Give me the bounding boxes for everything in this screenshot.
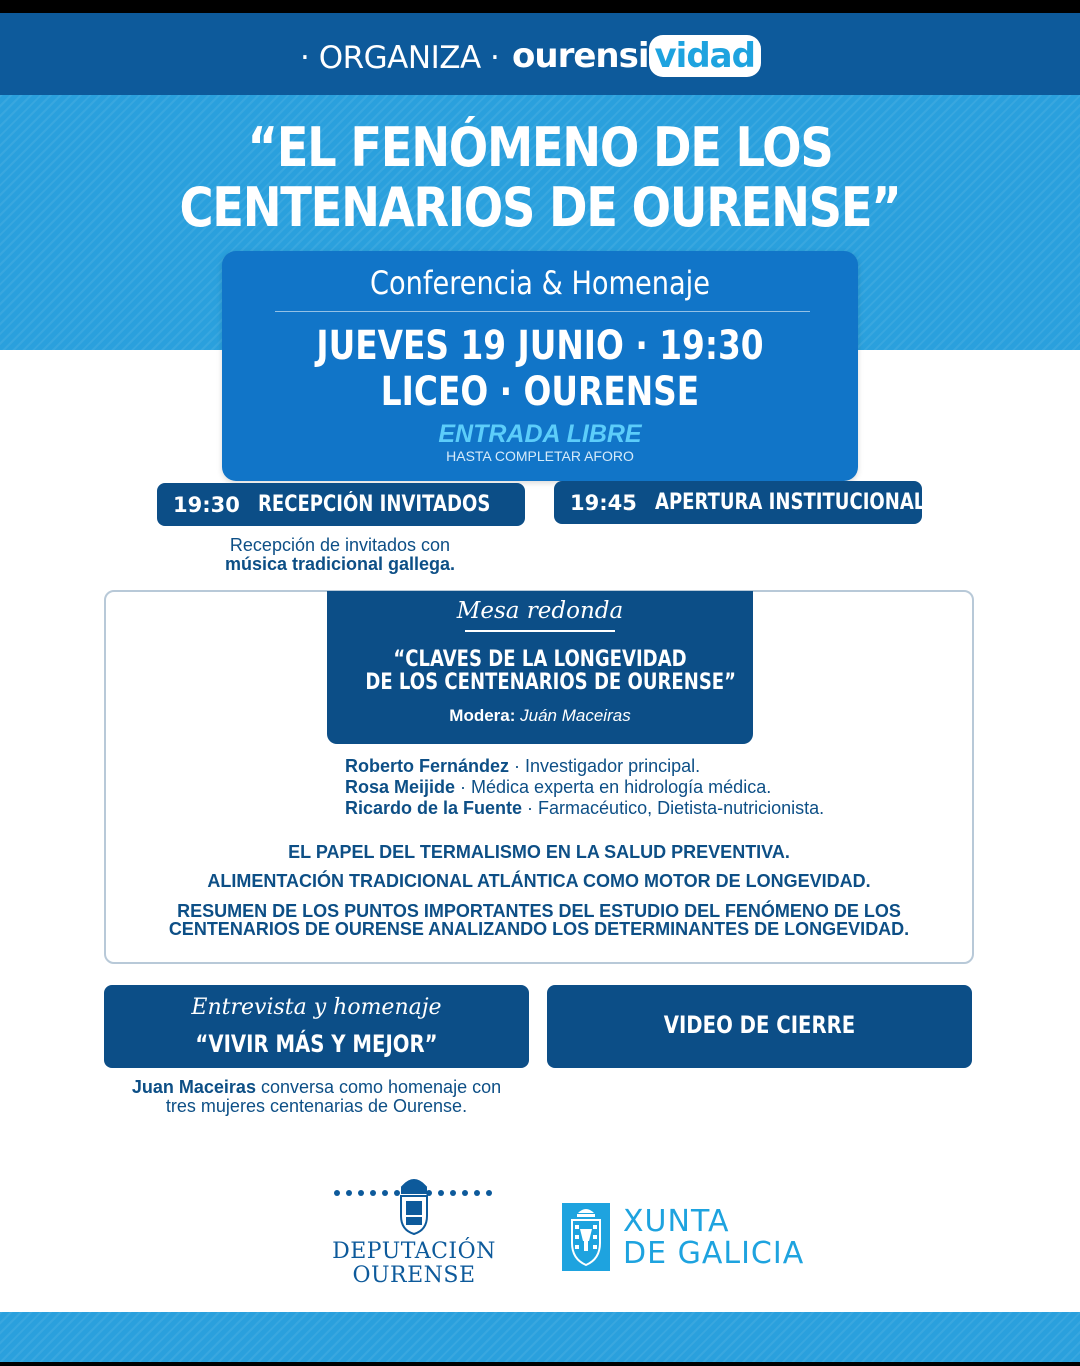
closing-video-label: VIDEO DE CIERRE [663,1011,856,1039]
xunta-shield-icon [562,1203,610,1271]
deputacion-line-1: DEPUTACIÓN [332,1239,496,1264]
discussion-topic-3 [104,902,974,938]
xunta-flag-icon [562,1203,610,1271]
deputacion-line-2: OURENSE [352,1263,476,1288]
interview-title: Entrevista y homenaje [191,995,442,1020]
round-table-topic-line-1: “CLAVES DE LA LONGEVIDAD [393,647,687,672]
interview-description [104,1078,529,1116]
speaker-name: Ricardo de la Fuente [345,798,523,818]
moderator-name: Juán Maceiras [520,706,631,725]
deputacion-ourense-text [318,1240,510,1288]
discussion-topic-2: ALIMENTACIÓN TRADICIONAL ATLÁNTICA COMO MOTOR DE LONGEVIDAD. [207,871,871,891]
speaker-item [345,756,905,777]
deputacion-crest-icon [397,1172,431,1236]
discussion-topic-3-line-1: RESUMEN DE LOS PUNTOS IMPORTANTES DEL ESTUDIO DEL FENÓMENO DE LOS [177,901,901,921]
speaker-name: Rosa Meijide [345,777,456,797]
speakers-list [345,756,905,819]
schedule-label: RECEPCIÓN INVITADOS [257,492,491,517]
reception-description [190,536,490,574]
entrada-libre: ENTRADA LIBRE [438,420,642,448]
conference-divider [275,311,810,312]
event-title-line-2: CENTENARIOS DE OURENSE” [179,176,901,239]
reception-line-1: Recepción de invitados con [229,535,451,555]
interview-name: “VIVIR MÁS Y MEJOR” [195,1030,438,1058]
interview-host: Juan Maceiras [131,1077,256,1097]
xunta-line-2: DE GALICIA [623,1236,805,1271]
schedule-time: 19:45 [570,490,637,515]
xunta-line-1: XUNTA [623,1204,730,1239]
interview-desc-rest: conversa como homenaje con [255,1077,502,1097]
speaker-name: Roberto Fernández [345,756,510,776]
moderator-label: Modera: [449,706,516,725]
brand-boxed: vidad [649,35,761,77]
organiza-label: · ORGANIZA · [300,40,500,76]
speaker-role: · Investigador principal. [509,756,701,776]
top-black-strip [0,0,1080,13]
discussion-topic-1: EL PAPEL DEL TERMALISMO EN LA SALUD PREVENTIVA. [288,842,790,862]
bottom-band [0,1312,1080,1366]
conference-date-place [279,323,801,415]
round-table-title-rule [465,630,615,632]
speaker-role: · Médica experta en hidrología médica. [455,777,772,797]
speaker-item [345,777,905,798]
round-table-topic [365,647,736,695]
event-title-line-1: “EL FENÓMENO DE LOS [247,116,833,179]
hasta-completar-aforo: HASTA COMPLETAR AFORO [446,448,634,464]
interview-desc-line-2: tres mujeres centenarias de Ourense. [165,1096,468,1116]
conference-date: JUEVES 19 JUNIO · 19:30 [316,323,764,369]
xunta-galicia-text [623,1206,804,1270]
reception-line-2: música tradicional gallega. [224,554,456,574]
speaker-role: · Farmacéutico, Dietista-nutricionista. [522,798,825,818]
event-title [162,118,919,238]
bottom-black-strip [0,1362,1080,1366]
round-table-moderator [327,706,753,726]
brand-prefix: ourensi [512,36,649,76]
ourensividad-logo [512,32,761,80]
schedule-label: APERTURA INSTITUCIONAL [654,490,926,515]
discussion-topic-3-line-2: CENTENARIOS DE OURENSE ANALIZANDO LOS DETERMINANTES DE LONGEVIDAD. [168,919,910,939]
conference-place: LICEO · OURENSE [380,369,700,415]
schedule-item-apertura [554,481,926,524]
round-table-title: Mesa redonda [456,598,624,624]
schedule-time: 19:30 [173,492,240,517]
speaker-item [345,798,905,819]
schedule-item-reception [157,483,525,526]
conference-subtitle: Conferencia & Homenaje [370,264,710,302]
round-table-topic-line-2: DE LOS CENTENARIOS DE OURENSE” [365,670,736,695]
